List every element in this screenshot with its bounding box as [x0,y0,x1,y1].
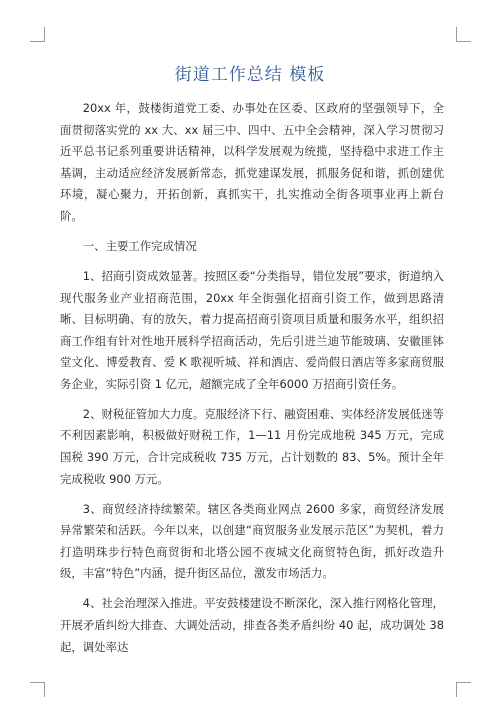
crop-mark-top-left [30,27,45,42]
document-title: 街道工作总结 模板 [174,65,326,85]
item-tax-paragraph: 2、财税征管加大力度。克服经济下行、融资困难、实体经济发展低迷等不利因素影响，积极做好财税工作，1—11 月份完成地税 345 万元，完成国税 390 万元，合计完成税收 735 万元，占计划数的 83、5%。预计全年完成税收 900 万元。 [60,406,444,486]
crop-mark-bottom-left [30,682,45,697]
item-commerce-paragraph: 3、商贸经济持续繁荣。辖区各类商业网点 2600 多家，商贸经济发展异常繁荣和活跃。今年以来，以创建“商贸服务业发展示范区”为契机，着力打造明珠步行特色商贸街和北塔公园不夜城文化商贸特色街，抓好改造升级，丰富“特色”内涵，提升街区品位，激发市场活力。 [60,501,444,581]
crop-mark-bottom-right [456,682,471,697]
crop-mark-top-right [456,27,471,42]
item-investment-paragraph: 1、招商引资成效显著。按照区委“分类指导，错位发展”要求，街道纳入现代服务业产业招商范围，20xx 年全街强化招商引资工作，做到思路清晰、目标明确、有的放矢，着力提高招商引资项目质量和服务水平，组织招商工作组有针对性地开展科学招商活动，先后引进兰迪节能玻璃、安徽匪钵堂文化、博爱教育、爱 K 歌视听城、祥和酒店、爱尚假日酒店等多家商贸服务企业，实际引资 1 亿元，超额完成了全年6000 万招商引资任务。 [60,268,444,391]
item-governance-paragraph: 4、社会治理深入推进。平安鼓楼建设不断深化，深入推行网格化管理，开展矛盾纠纷大排查、大调处活动，排查各类矛盾纠纷 40 起，成功调处 38 起，调处率达 [60,596,444,654]
document-body [60,98,444,667]
intro-paragraph: 20xx 年，鼓楼街道党工委、办事处在区委、区政府的坚强领导下，全面贯彻落实党的 xx 大、xx 届三中、四中、五中全会精神，深入学习贯彻习近平总书记系列重要讲话精神，以科学发展观为统揽，坚持稳中求进工作主基调，主动适应经济发展新常态，抓党建谋发展，抓服务促和谐，抓创建优环境，凝心聚力，开拓创新，真抓实干，扎实推动全街各项事业再上新台阶。 [60,101,444,223]
section-heading: 一、主要工作完成情况 [82,238,197,253]
